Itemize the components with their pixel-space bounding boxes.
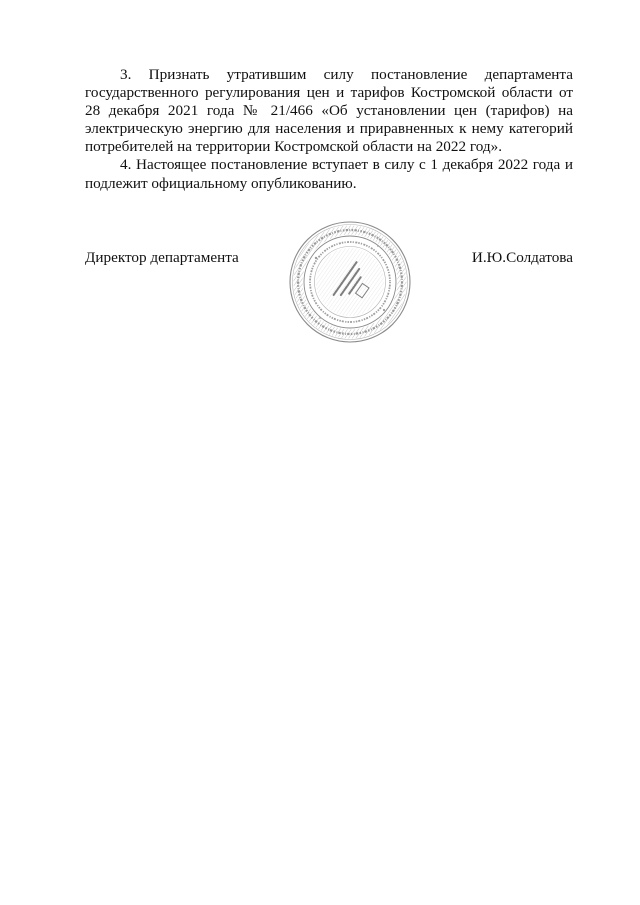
signatory-name: И.Ю.Солдатова (471, 249, 573, 266)
paragraph-4: 4. Настоящее постановление вступает в силу с 1 декабря 2022 года и подлежит официальному опубликованию. (85, 156, 573, 192)
signatory-title: Директор департамента (85, 249, 239, 266)
paragraph-3: 3. Признать утратившим силу постановление департамента государственного регулирования цен и тарифов Костромской области от 28 декабря 2021 года № 21/466 «Об установлении цен (тарифов) на электрическую энергию для населения и приравненных к нему категорий потребителей на территории Костромской области на 2022 год». (85, 66, 573, 156)
document-body (85, 66, 573, 193)
official-seal-icon (286, 218, 414, 346)
